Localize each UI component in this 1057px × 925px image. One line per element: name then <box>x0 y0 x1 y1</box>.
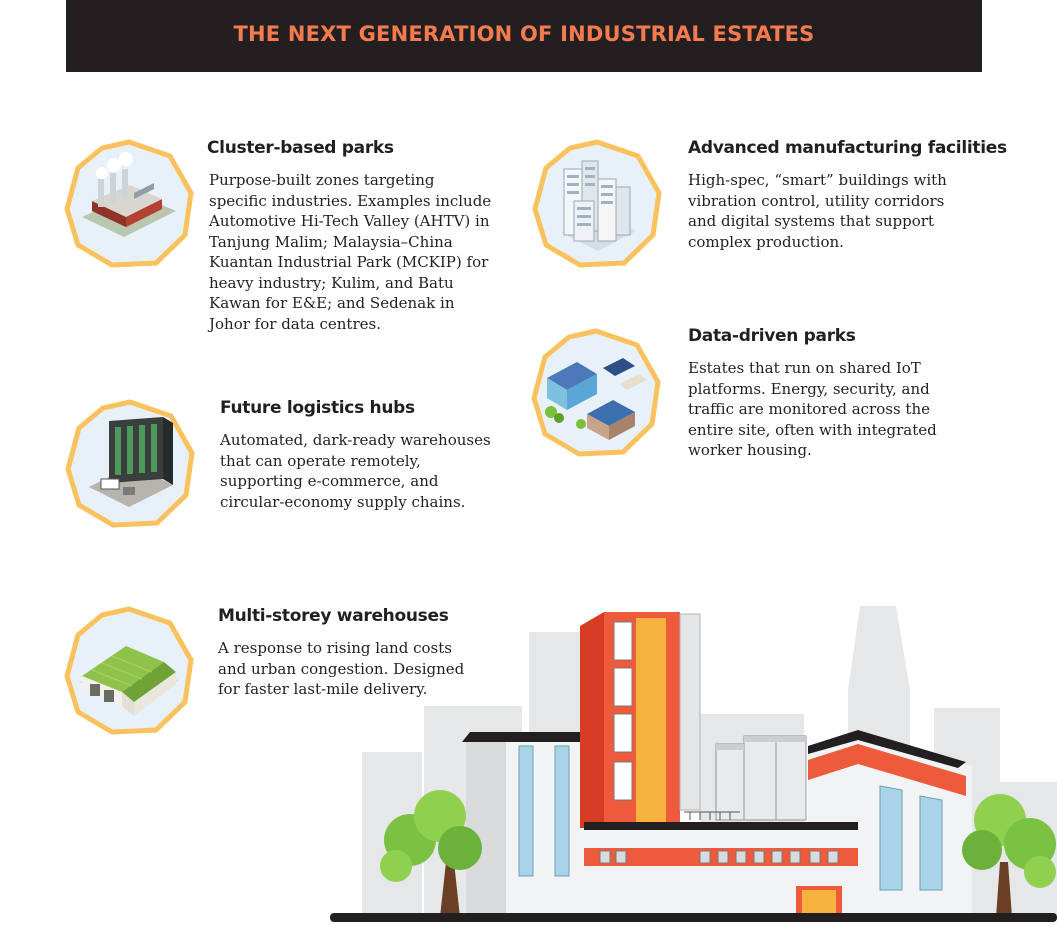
factory-icon <box>64 139 194 269</box>
section-title: Multi-storey warehouses <box>218 606 449 626</box>
server-warehouse-icon <box>65 399 195 529</box>
section-body: A response to rising land costs and urban congestion. Designed for faster last-mile delivery. <box>218 639 465 698</box>
solar-houses-icon <box>531 328 661 458</box>
section-title: Future logistics hubs <box>220 398 415 418</box>
section-title: Data-driven parks <box>688 326 856 346</box>
section-body: Estates that run on shared IoT platforms. Energy, security, and traffic are monitored across the entire site, often with integrated worker housing. <box>688 359 937 459</box>
section-advanced-manufacturing <box>688 138 1007 252</box>
section-title: Cluster-based parks <box>207 138 394 158</box>
section-body: High-spec, “smart” buildings with vibration control, utility corridors and digital systems that support complex production. <box>688 171 947 251</box>
section-body: Purpose-built zones targeting specific industries. Examples include Automotive Hi-Tech Valley (AHTV) in Tanjung Malim; Malaysia–China Kuantan Industrial Park (MCKIP) for heavy industry; Kulim, and Batu Kawan for E&E; and Sedenak in Johor for data centres. <box>209 171 492 333</box>
section-future-logistics-hubs <box>220 398 500 512</box>
section-multi-storey-warehouses <box>218 606 503 700</box>
section-data-driven-parks <box>688 326 988 461</box>
section-title: Advanced manufacturing facilities <box>688 138 1007 158</box>
page-title: THE NEXT GENERATION OF INDUSTRIAL ESTATES <box>233 22 815 46</box>
skyscrapers-icon <box>532 139 662 269</box>
section-body: Automated, dark-ready warehouses that can operate remotely, supporting e-commerce, and circular-economy supply chains. <box>220 431 491 511</box>
warehouse-icon <box>64 606 194 736</box>
section-cluster-based-parks <box>207 138 497 334</box>
header-banner <box>66 0 982 72</box>
